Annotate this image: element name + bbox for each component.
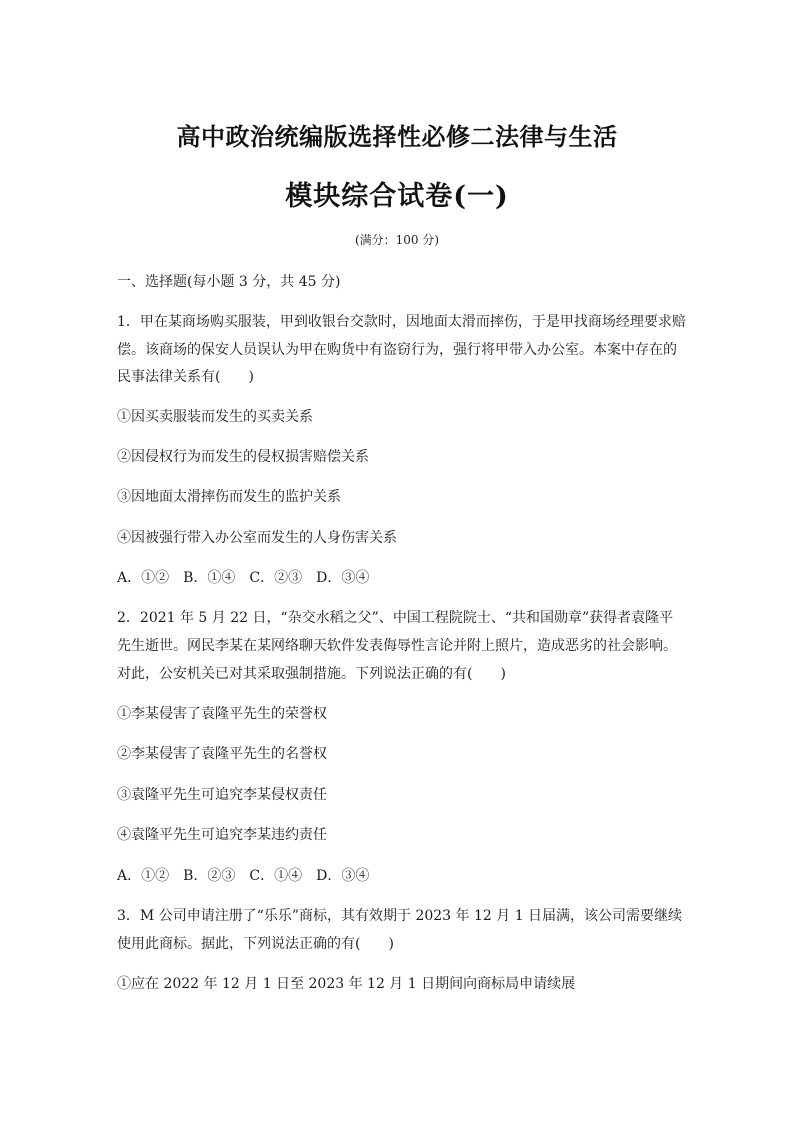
question-item: ②李某侵害了袁隆平先生的名誉权	[117, 746, 327, 762]
question-item: ①李某侵害了袁隆平先生的荣誉权	[117, 706, 327, 722]
section-heading: 一、选择题(每小题 3 分，共 45 分)	[117, 274, 341, 290]
question-stem-line: 3．M 公司申请注册了“乐乐”商标，其有效期于 2023 年 12 月 1 日届满，该公司需要继续	[117, 908, 683, 924]
question-item: ①因买卖服装而发生的买卖关系	[117, 409, 313, 425]
question-item: ③袁隆平先生可追究李某侵权责任	[117, 787, 327, 803]
score-note: (满分：100 分)	[354, 233, 440, 247]
question-item: ③因地面太滑摔伤而发生的监护关系	[117, 489, 341, 505]
question-stem-line: 使用此商标。据此，下列说法正确的有( )	[117, 936, 394, 952]
question-stem-line: 偿。该商场的保安人员误认为甲在购货中有盗窃行为，强行将甲带入办公室。本案中存在的	[117, 342, 677, 358]
question-item: ①应在 2022 年 12 月 1 日至 2023 年 12 月 1 日期间向商标局申请续展	[117, 976, 576, 992]
question-item: ②因侵权行为而发生的侵权损害赔偿关系	[117, 449, 369, 465]
question-stem-line: 先生逝世。网民李某在某网络聊天软件发表侮辱性言论并附上照片，造成恶劣的社会影响。	[117, 638, 677, 654]
question-stem-line: 民事法律关系有( )	[117, 369, 254, 385]
answer-options: A．①② B．②③ C．①④ D．③④	[117, 868, 370, 884]
question-stem-line: 1．甲在某商场购买服装，甲到收银台交款时，因地面太滑而摔伤，于是甲找商场经理要求赔	[117, 314, 686, 330]
question-item: ④因被强行带入办公室而发生的人身伤害关系	[117, 530, 397, 546]
document-subtitle: 模块综合试卷(一)	[285, 181, 509, 212]
answer-options: A．①② B．①④ C．②③ D．③④	[117, 570, 370, 586]
question-stem-line: 对此，公安机关已对其采取强制措施。下列说法正确的有( )	[117, 666, 506, 682]
question-item: ④袁隆平先生可追究李某违约责任	[117, 827, 327, 843]
document-title: 高中政治统编版选择性必修二法律与生活	[176, 122, 618, 151]
question-stem-line: 2．2021 年 5 月 22 日，“杂交水稻之父”、中国工程院院士、“共和国勋章”获得者袁隆平	[117, 610, 674, 626]
